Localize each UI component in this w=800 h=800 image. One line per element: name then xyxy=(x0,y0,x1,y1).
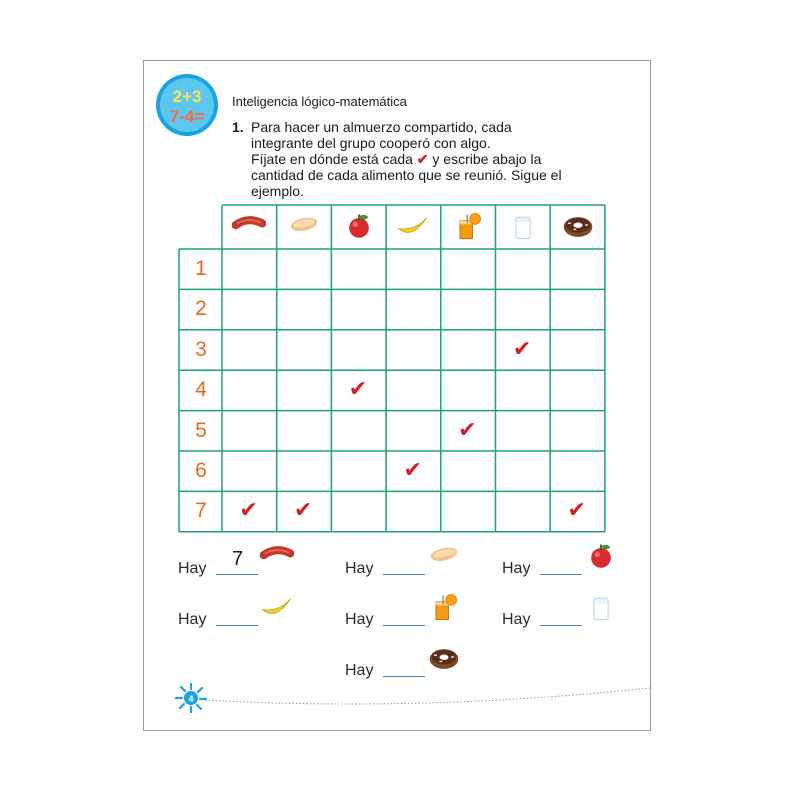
answer-blank[interactable] xyxy=(216,625,258,626)
question-line-3a: Fíjate en dónde está cada xyxy=(251,151,413,167)
header-apple-icon xyxy=(342,212,376,247)
answer-milk-icon xyxy=(584,593,618,628)
row-number: 7 xyxy=(195,499,207,523)
row-number: 5 xyxy=(195,418,207,442)
check-mark-icon: ✔ xyxy=(567,498,586,524)
hay-label: Hay xyxy=(345,662,374,679)
row-number: 6 xyxy=(195,459,207,482)
svg-text:4: 4 xyxy=(188,694,194,704)
answer-blank[interactable] xyxy=(383,676,425,677)
question-line-1: Para hacer un almuerzo compartido, cada xyxy=(251,119,512,135)
answer-blank[interactable] xyxy=(383,574,425,575)
hay-label: Hay xyxy=(502,560,531,577)
check-mark-icon: ✔ xyxy=(239,498,258,524)
answer-juice-icon xyxy=(427,593,461,628)
answer-banana-icon xyxy=(260,593,294,628)
hay-label: Hay xyxy=(345,560,374,577)
header-bread-icon xyxy=(287,212,321,247)
question-number: 1. xyxy=(232,119,244,135)
header-milk-icon xyxy=(506,212,540,247)
inline-check-icon: ✔ xyxy=(416,151,429,167)
answer-sausage-icon xyxy=(260,542,294,577)
hay-label: Hay xyxy=(178,560,207,577)
header-donut-icon xyxy=(561,212,595,247)
question-line-3b: y escribe abajo la xyxy=(432,151,542,167)
header-sausage-icon xyxy=(232,212,266,247)
answer-blank[interactable] xyxy=(216,574,258,575)
answer-blank[interactable] xyxy=(540,625,582,626)
answer-blank[interactable] xyxy=(540,574,582,575)
check-mark-icon: ✔ xyxy=(512,336,532,362)
header-banana-icon xyxy=(396,212,430,247)
answer-donut-icon xyxy=(427,644,461,679)
answer-blank[interactable] xyxy=(383,625,425,626)
hay-label: Hay xyxy=(178,611,207,628)
badge-line1: 2+3 xyxy=(172,87,202,106)
check-mark-icon: ✔ xyxy=(458,417,477,443)
answer-apple-icon xyxy=(584,542,618,577)
row-number: 1 xyxy=(195,257,207,280)
hay-label: Hay xyxy=(345,611,374,628)
header-juice-icon xyxy=(451,212,485,247)
section-title: Inteligencia lógico-matemática xyxy=(232,94,407,109)
splash-icon xyxy=(176,684,206,712)
row-number: 3 xyxy=(195,337,207,361)
example-answer: 7 xyxy=(232,548,244,570)
row-number: 2 xyxy=(195,297,207,321)
check-mark-icon: ✔ xyxy=(348,377,368,403)
badge-line2: 7-4= xyxy=(169,107,205,126)
question-line-2: integrante del grupo cooperó con algo. xyxy=(251,135,491,151)
check-mark-icon: ✔ xyxy=(294,498,313,524)
row-number: 4 xyxy=(195,378,207,402)
question-line-4: cantidad de cada alimento que se reunió. Sigue el xyxy=(251,167,562,183)
hay-label: Hay xyxy=(502,611,531,628)
check-mark-icon: ✔ xyxy=(403,458,422,483)
question-line-5: ejemplo. xyxy=(251,183,304,199)
answer-bread-icon xyxy=(427,542,461,577)
